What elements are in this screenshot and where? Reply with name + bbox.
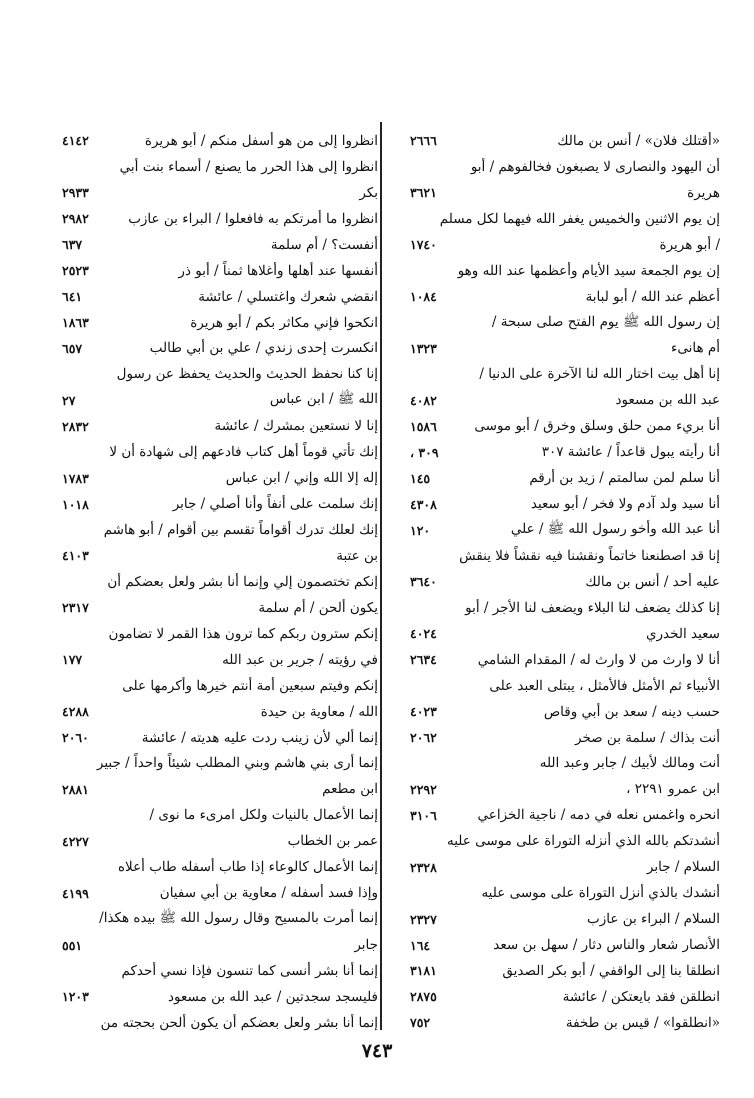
index-entry: [62, 984, 378, 1010]
index-entry: [410, 1010, 720, 1036]
entry-reference-number: ٢٧: [62, 392, 76, 408]
index-entry: [62, 180, 378, 206]
index-entry: [410, 543, 720, 569]
entry-reference-number: ٤٠٨٢: [410, 392, 437, 408]
entry-reference-number: ٤٣٠٨: [410, 496, 437, 512]
index-entry: [62, 569, 378, 595]
entry-text: إن يوم الجمعة سيد الأيام وأعظمها عند الله وهو: [457, 262, 720, 279]
entry-reference-number: ٢٢٩٢: [410, 781, 437, 797]
index-entry: [410, 854, 720, 880]
entry-text: انظروا ما أمرتكم به فافعلوا / البراء بن عازب: [128, 210, 378, 227]
entry-reference-number: ١٢٠٣: [62, 989, 89, 1005]
entry-text: عمر بن الخطاب: [287, 833, 378, 850]
entry-text: عليه أحد / أنس بن مالك: [585, 573, 720, 590]
index-entry: [410, 206, 720, 232]
entry-reference-number: ١٦٤: [410, 937, 431, 953]
entry-text: أن اليهود والنصارى لا يصبغون فخالفوهم / أبو: [470, 158, 720, 175]
index-entry: [410, 387, 720, 413]
entry-text: إنا أهل بيت اختار الله لنا الآخرة على الدنيا /: [479, 366, 720, 383]
index-entry: [410, 154, 720, 180]
entry-reference-number: ١٥٨٦: [410, 418, 437, 434]
index-entry: [410, 336, 720, 362]
index-entry: [62, 906, 378, 932]
index-entry: [410, 413, 720, 439]
entry-text: إنا كذلك يضعف لنا البلاء ويضعف لنا الأجر / أبو: [465, 599, 720, 616]
entry-text: إنما أنا بشر ولعل بعضكم أن يكون ألحن بحجته من: [100, 1014, 378, 1031]
index-entry: [62, 880, 378, 906]
entry-text: إنك سلمت على أنفاً وأنا أصلي / جابر: [172, 496, 378, 513]
index-entry: [62, 517, 378, 543]
entry-text: انقضي شعرك واغتسلي / عائشة: [198, 288, 378, 305]
entry-reference-number: ١٠١٨: [62, 496, 89, 512]
entry-text: أنا بريء ممن حلق وسلق وخرق / أبو موسى: [474, 418, 720, 435]
entry-text: إنما الأعمال كالوعاء إذا طاب أسفله طاب أعلاه: [117, 859, 378, 876]
index-entry: [410, 647, 720, 673]
index-entry: [62, 647, 378, 673]
index-entry: [410, 906, 720, 932]
entry-text: أنشدتكم بالله الذي أنزله التوراة على موسى عليه: [446, 833, 720, 850]
index-entry: [410, 310, 720, 336]
entry-reference-number: ٢٦٦٦: [410, 133, 437, 149]
index-entry: [410, 439, 720, 465]
index-entry: [62, 284, 378, 310]
entry-text: انطلقن فقد بايعتكن / عائشة: [562, 988, 720, 1005]
index-entry: [62, 543, 378, 569]
entry-text: ابن مطعم: [322, 781, 378, 798]
entry-text: بن عتبة: [336, 547, 378, 564]
entry-reference-number: ٢٠٦٠: [62, 730, 89, 746]
entry-reference-number: ٤٠٢٤: [410, 626, 437, 642]
entry-text: السلام / البراء بن عازب: [587, 911, 720, 928]
index-entry: [62, 1010, 378, 1036]
entry-reference-number: ٤١٠٣: [62, 548, 89, 564]
entry-text: إنكم سترون ربكم كما ترون هذا القمر لا تضامون: [108, 625, 378, 642]
entry-text: أنت ومالك لأبيك / جابر وعبد الله: [539, 755, 720, 772]
entry-text: بكر: [359, 184, 378, 201]
entry-text: جابر: [354, 937, 378, 954]
entry-reference-number: ٥٥١: [62, 937, 83, 953]
index-entry: [62, 802, 378, 828]
index-entry: [410, 751, 720, 777]
index-entry: [410, 776, 720, 802]
index-entry: [62, 154, 378, 180]
index-entry: [410, 932, 720, 958]
entry-text: الله / معاوية بن حيدة: [260, 703, 378, 720]
index-entry: [62, 621, 378, 647]
entry-text: أعظم عند الله / أبو لبابة: [585, 288, 720, 305]
entry-text: أنا عبد الله وأخو رسول الله ﷺ / علي: [510, 521, 720, 538]
index-entry: [62, 854, 378, 880]
entry-text: أنا لا وارث من لا وارث له / المقدام الشامي: [477, 651, 720, 668]
index-entry: [62, 595, 378, 621]
index-entry: [62, 465, 378, 491]
index-entry: [410, 569, 720, 595]
entry-text: إنما ألي لأن زينب ردت عليه هديته / عائشة: [141, 729, 378, 746]
entry-reference-number: ٦٥٧: [62, 340, 83, 356]
index-entry: [410, 595, 720, 621]
entry-text: إن رسول الله ﷺ يوم الفتح صلى سبحة /: [491, 313, 720, 330]
index-entry: [62, 361, 378, 387]
index-entry: [62, 673, 378, 699]
entry-text: هريرة: [687, 184, 720, 201]
index-entry: [410, 128, 720, 154]
entry-text: أنت بذاك / سلمة بن صخر: [575, 729, 720, 746]
entry-text: انحره واغمس نعله في دمه / ناجية الخزاعي: [477, 807, 720, 824]
entry-reference-number: ٢٨٨١: [62, 781, 89, 797]
entry-text: انكسرت إحدى زندي / علي بن أبي طالب: [149, 340, 378, 357]
entry-text: انظروا إلى هذا الحرر ما يصنع / أسماء بنت أبي: [119, 158, 378, 175]
entry-reference-number: ٢٩٣٣: [62, 185, 89, 201]
entry-reference-number: ٤١٩٩: [62, 885, 89, 901]
entry-reference-number: ٧٥٢: [410, 1015, 431, 1031]
entry-reference-number: ٣١٠٦: [410, 807, 437, 823]
entry-text: إنا قد اصطنعنا خاتماً ونقشنا فيه نقشاً فلا ينقش: [459, 547, 720, 564]
entry-text: إنكم تختصمون إلي وإنما أنا بشر ولعل بعضكم أن: [107, 573, 378, 590]
entry-reference-number: ١٢٠: [410, 522, 431, 538]
index-entry: [410, 517, 720, 543]
left-column: [62, 128, 378, 1036]
index-entry: [410, 465, 720, 491]
entry-reference-number: ١٧٤٠: [410, 237, 437, 253]
index-entry: [62, 128, 378, 154]
entry-reference-number: ٤١٤٢: [62, 133, 89, 149]
entry-text: إنك لعلك تدرك أقواماً تقسم بين أقوام / أبو هاشم: [103, 522, 378, 539]
entry-reference-number: ، ٣٠٩: [410, 444, 439, 460]
index-entry: [410, 984, 720, 1010]
entry-text: إنما الأعمال بالنيات ولكل امرىء ما نوى /: [149, 807, 378, 824]
index-entry: [62, 387, 378, 413]
entry-text: في رؤيته / جرير بن عبد الله: [222, 651, 378, 668]
index-entry: [62, 751, 378, 777]
page-number: ٧٤٣: [361, 1040, 393, 1062]
index-entry: [62, 699, 378, 725]
entry-reference-number: ٣٦٤٠: [410, 574, 437, 590]
entry-text: السلام / جابر: [646, 859, 720, 876]
entry-text: حسب دينه / سعد بن أبي وقاص: [543, 703, 720, 720]
index-entry: [62, 413, 378, 439]
entry-text: أم هانىء: [671, 340, 720, 357]
entry-text: إنما أنا بشر أنسى كما تنسون فإذا نسي أحدكم: [121, 962, 378, 979]
entry-text: «أقتلك فلان» / أنس بن مالك: [557, 132, 720, 149]
entry-text: سعيد الخدري: [645, 625, 720, 642]
index-entry: [62, 336, 378, 362]
entry-reference-number: ٢٨٣٢: [62, 418, 89, 434]
entry-text: إنا كنا نحفظ الحديث والحديث يحفظ عن رسول: [116, 366, 378, 383]
entry-reference-number: ١٧٨٣: [62, 470, 89, 486]
index-entry: [62, 310, 378, 336]
entry-text: ابن عمرو ٢٢٩١ ،: [626, 781, 720, 798]
entry-reference-number: ١٤٥: [410, 470, 431, 486]
entry-text: الأنبياء ثم الأمثل فالأمثل ، يبتلى العبد على: [489, 677, 720, 694]
entry-reference-number: ٢٨٧٥: [410, 989, 437, 1005]
entry-text: أنفسها عند أهلها وأغلاها ثمناً / أبو ذر: [178, 262, 378, 279]
entry-text: وإذا فسد أسفله / معاوية بن أبي سفيان: [159, 885, 378, 902]
index-entry: [62, 439, 378, 465]
index-entry: [410, 880, 720, 906]
index-entry: [62, 828, 378, 854]
index-entry: [62, 206, 378, 232]
entry-reference-number: ٦٤١: [62, 289, 83, 305]
index-entry: [410, 258, 720, 284]
index-entry: [410, 284, 720, 310]
entry-text: عبد الله بن مسعود: [615, 392, 720, 409]
index-entry: [62, 932, 378, 958]
entry-text: الله ﷺ / ابن عباس: [269, 391, 378, 408]
index-entry: [410, 673, 720, 699]
entry-text: إن يوم الاثنين والخميس يغفر الله فيهما لكل مسلم: [439, 210, 720, 227]
entry-text: إنما أرى بني هاشم وبني المطلب شيئاً واحداً / جبير: [96, 755, 378, 772]
entry-reference-number: ٢٣٢٨: [410, 859, 437, 875]
column-divider: [380, 122, 382, 1030]
entry-text: أنا رأيته يبول قاعداً / عائشة ٣٠٧: [541, 444, 720, 461]
entry-text: فليسجد سجدتين / عبد الله بن مسعود: [168, 988, 378, 1005]
entry-reference-number: ٢٥٢٣: [62, 263, 89, 279]
entry-reference-number: ٢٠٦٢: [410, 730, 437, 746]
entry-text: الأنصار شعار والناس دثار / سهل بن سعد: [493, 937, 720, 954]
entry-reference-number: ٤٢٢٧: [62, 833, 89, 849]
entry-reference-number: ٣٦٢١: [410, 185, 437, 201]
index-entry: [410, 828, 720, 854]
index-entry: [62, 725, 378, 751]
entry-reference-number: ١٨٦٣: [62, 315, 89, 331]
index-entry: [410, 361, 720, 387]
entry-reference-number: ١٣٢٣: [410, 340, 437, 356]
entry-text: أنا سلم لمن سالمتم / زيد بن أرقم: [529, 470, 720, 487]
index-entry: [410, 621, 720, 647]
entry-text: «انطلقوا» / قيس بن طخفة: [565, 1014, 720, 1031]
index-entry: [410, 491, 720, 517]
entry-text: / أبو هريرة: [659, 236, 720, 253]
entry-text: انظروا إلى من هو أسفل منكم / أبو هريرة: [144, 132, 378, 149]
index-entry: [62, 258, 378, 284]
entry-text: أنا سيد ولد آدم ولا فخر / أبو سعيد: [530, 496, 720, 513]
entry-reference-number: ١٧٧: [62, 652, 83, 668]
entry-reference-number: ٢٣٢٧: [410, 911, 437, 927]
entry-reference-number: ٦٣٧: [62, 237, 83, 253]
entry-text: إنما أمرت بالمسيح وقال رسول الله ﷺ بيده هكذا/: [99, 910, 378, 927]
index-entry: [62, 958, 378, 984]
entry-reference-number: ٢٩٨٢: [62, 211, 89, 227]
entry-text: إنا لا نستعين بمشرك / عائشة: [214, 418, 378, 435]
index-entry: [410, 180, 720, 206]
index-entry: [410, 232, 720, 258]
entry-text: أنشدك بالذي أنزل التوراة على موسى عليه: [481, 885, 720, 902]
entry-text: انكحوا فإني مكاثر بكم / أبو هريرة: [190, 314, 378, 331]
entry-text: إنك تأتي قوماً أهل كتاب فادعهم إلى شهادة أن لا: [109, 444, 378, 461]
entry-reference-number: ١٠٨٤: [410, 289, 437, 305]
entry-text: انطلقا بنا إلى الواقفي / أبو بكر الصديق: [502, 962, 720, 979]
right-column: [410, 128, 720, 1036]
entry-text: يكون ألحن / أم سلمة: [258, 599, 378, 616]
index-entry: [62, 491, 378, 517]
index-entry: [410, 699, 720, 725]
entry-reference-number: ٢٣١٧: [62, 600, 89, 616]
entry-reference-number: ٤٠٢٣: [410, 704, 437, 720]
index-entry: [410, 802, 720, 828]
index-entry: [62, 232, 378, 258]
index-entry: [62, 776, 378, 802]
entry-reference-number: ٢٦٣٤: [410, 652, 437, 668]
index-entry: [410, 958, 720, 984]
entry-text: أنفست؟ / أم سلمة: [270, 236, 378, 253]
entry-text: إنكم وفيتم سبعين أمة أنتم خيرها وأكرمها على: [122, 677, 378, 694]
index-entry: [410, 725, 720, 751]
entry-reference-number: ٤٢٨٨: [62, 704, 89, 720]
entry-reference-number: ٣١٨١: [410, 963, 437, 979]
entry-text: إله إلا الله وإني / ابن عباس: [225, 470, 378, 487]
